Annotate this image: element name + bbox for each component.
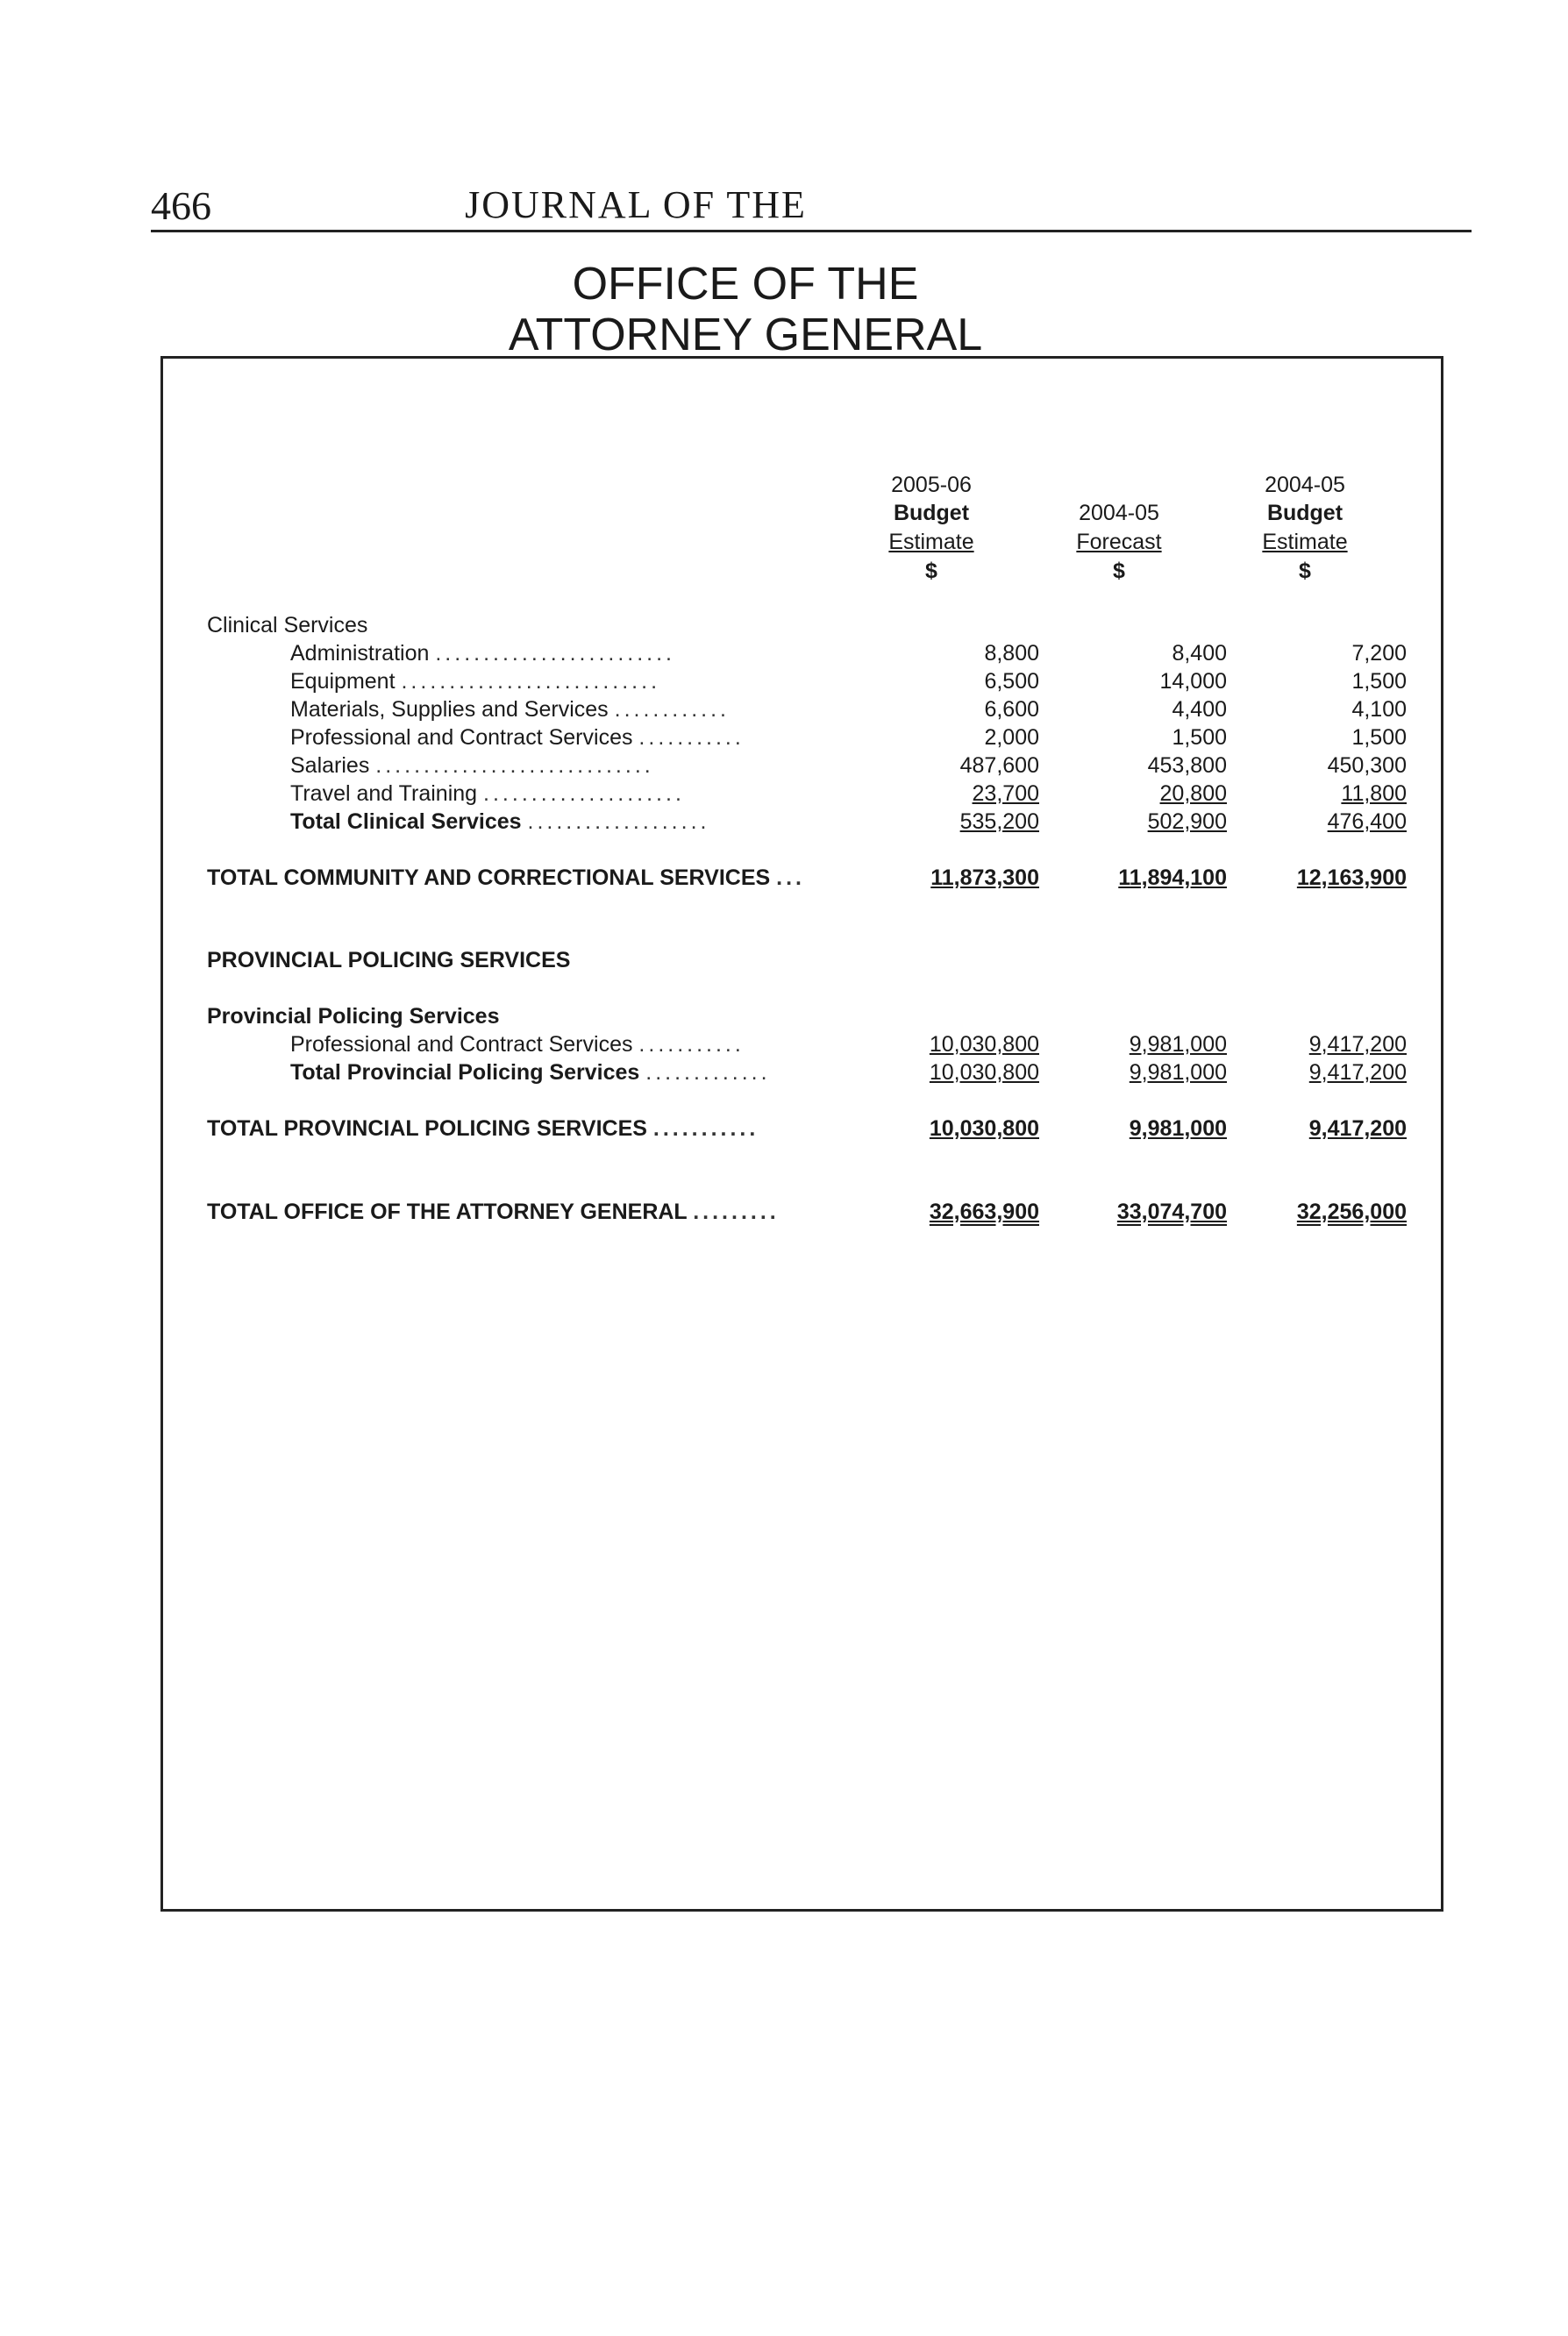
column-header-line3-text: Forecast	[1076, 530, 1162, 554]
leader-dots: .............................	[375, 753, 654, 778]
value-2004-05-estimate: 4,100	[1351, 697, 1407, 722]
leader-dots: ...........................	[401, 669, 661, 694]
value-2004-05-forecast: 8,400	[1172, 641, 1227, 666]
row-label-text: Professional and Contract Services	[290, 725, 633, 750]
column-header-line3	[835, 529, 1028, 555]
header-rule	[151, 230, 1472, 232]
row-label-text: Travel and Training	[290, 781, 478, 806]
section-heading-provincial: PROVINCIAL POLICING SERVICES	[207, 948, 571, 972]
row-label-text: Equipment	[290, 669, 396, 694]
value-2004-05-forecast: 11,894,100	[1118, 865, 1227, 890]
value-2005-06: 2,000	[984, 725, 1039, 750]
value-2004-05-estimate: 1,500	[1351, 725, 1407, 750]
value-2004-05-estimate: 9,417,200	[1308, 1116, 1407, 1141]
value-2004-05-forecast: 20,800	[1159, 781, 1227, 806]
column-header-line3	[1208, 529, 1401, 555]
row-label-text: Total Clinical Services	[290, 809, 522, 834]
value-2004-05-estimate: 9,417,200	[1308, 1032, 1407, 1057]
row-label	[290, 696, 730, 723]
value-2005-06: 10,030,800	[929, 1116, 1039, 1141]
value-2005-06: 10,030,800	[929, 1060, 1039, 1085]
value-2004-05-forecast: 502,900	[1147, 809, 1227, 834]
column-header-line2: Budget	[1266, 501, 1343, 525]
leader-dots: ...........	[638, 1032, 745, 1057]
column-header-line2: Budget	[893, 501, 970, 525]
row-label	[290, 808, 709, 835]
value-2005-06: 6,500	[984, 669, 1039, 694]
row-label	[290, 1031, 745, 1058]
value-2004-05-forecast: 9,981,000	[1129, 1032, 1227, 1057]
value-2004-05-forecast: 14,000	[1159, 669, 1227, 694]
value-2005-06: 8,800	[984, 641, 1039, 666]
row-label	[290, 752, 654, 779]
row-label	[207, 1199, 780, 1225]
value-2004-05-estimate: 12,163,900	[1296, 865, 1407, 890]
row-label	[290, 668, 660, 694]
row-label-text: TOTAL COMMUNITY AND CORRECTIONAL SERVICES	[207, 865, 771, 890]
value-2005-06: 535,200	[959, 809, 1039, 834]
value-2004-05-estimate: 9,417,200	[1308, 1060, 1407, 1085]
column-header-line3	[1023, 529, 1215, 555]
row-label	[207, 865, 805, 891]
row-label-text: Professional and Contract Services	[290, 1032, 633, 1057]
value-2004-05-forecast: 453,800	[1147, 753, 1227, 778]
column-header-line1: 2004-05	[1265, 473, 1345, 497]
row-label	[290, 640, 675, 666]
row-label-text: TOTAL OFFICE OF THE ATTORNEY GENERAL	[207, 1200, 688, 1224]
leader-dots: ...	[776, 865, 805, 890]
value-2004-05-forecast: 1,500	[1172, 725, 1227, 750]
page-title-line-2: ATTORNEY GENERAL	[508, 310, 983, 360]
row-label	[290, 1059, 771, 1086]
row-label	[290, 724, 745, 751]
value-2004-05-estimate: 32,256,000	[1296, 1200, 1407, 1224]
value-2004-05-forecast: 4,400	[1172, 697, 1227, 722]
value-2004-05-forecast: 9,981,000	[1129, 1060, 1227, 1085]
leader-dots: ...........	[652, 1116, 759, 1141]
value-2004-05-forecast: 9,981,000	[1129, 1116, 1227, 1141]
row-label-text: Total Provincial Policing Services	[290, 1060, 640, 1085]
row-label-text: Salaries	[290, 753, 370, 778]
column-header-line2: 2004-05	[1079, 501, 1159, 525]
value-2004-05-estimate: 450,300	[1327, 753, 1407, 778]
section-heading-clinical: Clinical Services	[207, 613, 368, 637]
row-label-text: TOTAL PROVINCIAL POLICING SERVICES	[207, 1116, 647, 1141]
value-2005-06: 6,600	[984, 697, 1039, 722]
value-2004-05-estimate: 7,200	[1351, 641, 1407, 666]
leader-dots: ...........	[638, 725, 745, 750]
column-header-line3-text: Estimate	[1262, 530, 1348, 554]
value-2004-05-forecast: 33,074,700	[1116, 1200, 1227, 1224]
value-2004-05-estimate: 11,800	[1341, 781, 1407, 806]
leader-dots: .............	[645, 1060, 771, 1085]
subsection-heading-provincial: Provincial Policing Services	[207, 1004, 500, 1029]
page-number: 466	[151, 183, 211, 228]
column-header-currency: $	[1113, 559, 1125, 583]
leader-dots: .........	[693, 1200, 780, 1224]
value-2005-06: 10,030,800	[929, 1032, 1039, 1057]
column-header-currency: $	[1299, 559, 1311, 583]
value-2005-06: 23,700	[972, 781, 1039, 806]
column-header-line1: 2005-06	[891, 473, 972, 497]
page-title-line-1: OFFICE OF THE	[572, 259, 919, 310]
value-2004-05-estimate: 1,500	[1351, 669, 1407, 694]
column-header-line3-text: Estimate	[888, 530, 974, 554]
row-label-text: Administration	[290, 641, 430, 666]
column-header-currency: $	[925, 559, 937, 583]
leader-dots: ............	[614, 697, 730, 722]
value-2005-06: 11,873,300	[930, 865, 1039, 890]
row-label-text: Materials, Supplies and Services	[290, 697, 609, 722]
leader-dots: .........................	[435, 641, 676, 666]
value-2005-06: 487,600	[959, 753, 1039, 778]
row-label	[290, 780, 685, 807]
row-label	[207, 1115, 759, 1142]
leader-dots: ...................	[527, 809, 710, 834]
value-2005-06: 32,663,900	[929, 1200, 1039, 1224]
running-head: JOURNAL OF THE	[465, 183, 807, 226]
value-2004-05-estimate: 476,400	[1327, 809, 1407, 834]
leader-dots: .....................	[483, 781, 685, 806]
